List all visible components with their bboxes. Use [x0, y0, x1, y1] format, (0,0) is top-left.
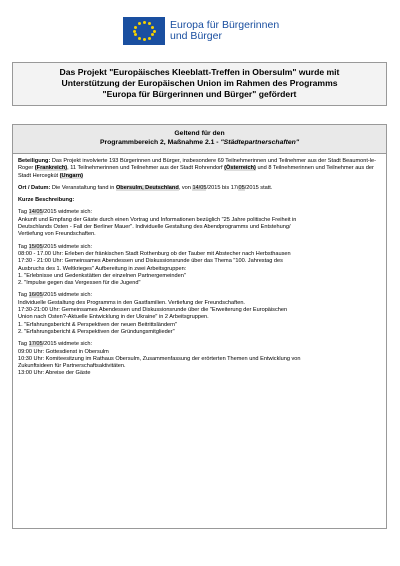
title-line-2: Unterstützung der Europäischen Union im Rahmen des Programms: [61, 78, 338, 88]
location-paragraph: [18, 185, 382, 192]
day-line: 17:30-21:00 Uhr: Gemeinsames Abendessen und Diskussionsrunde über die "Erweiterung der Europäischen: [18, 307, 288, 314]
participation-text-2: , 11 Teilnehmerinnen und Teilnehmer aus der Stadt Rohrendorf: [67, 165, 225, 172]
day-heading: Tag 15/05/2015 widmete sich:: [18, 243, 93, 250]
day-block: [18, 244, 382, 288]
day-line: 10:30 Uhr: Komiteesitzung im Rathaus Obersulm, Zusammenfassung der erörterten Themen und Entwicklung von: [18, 355, 301, 362]
date-to-rest: /2015 statt.: [244, 184, 273, 191]
day-line: 2. "Erfahrungsbericht & Perspektiven der Gründungsmitglieder": [18, 328, 175, 335]
logo-line-1: Europa für Bürgerinnen: [170, 19, 280, 31]
day-heading: Tag 17/05/2015 widmete sich:: [18, 341, 93, 348]
header-program: Programmbereich 2, Maßnahme 2.1 -: [99, 139, 221, 146]
day-block: [18, 341, 382, 377]
day-line: 1. "Erlebnisse und Gedenkstätten der einzelnen Partnergemeinden": [18, 272, 186, 279]
eu-flag-icon: [123, 17, 165, 45]
day-line: 2. "Impulse gegen das Vergessen für die Jugend": [18, 280, 141, 287]
day-line: Ankunft und Empfang der Gäste durch einen Vortrag und Informationen bezüglich "25 Jahre politische Freiheit in: [18, 216, 297, 223]
location-place: Obersulm, Deutschland: [115, 184, 179, 191]
location-text-1: Die Veranstaltung fand in: [50, 184, 116, 191]
title-line-1: Das Projekt "Europäisches Kleeblatt-Treffen in Obersulm" wurde mit: [59, 67, 340, 77]
day-line: 09:00 Uhr: Gottesdienst in Obersulm: [18, 348, 109, 355]
info-box-header: [13, 125, 386, 154]
header-line-1: Geltend für den: [174, 130, 225, 137]
day-heading: Tag 14/05/2015 widmete sich:: [18, 209, 93, 216]
day-line: Zukunftsideen für Partnerschaftsaktivitäten.: [18, 363, 126, 370]
day-line: Union nach Osten?-Aktuelle Entwicklung in der Ukraine" in 2 Arbeitsgruppen.: [18, 314, 209, 321]
header-line-2: [13, 138, 386, 147]
country-hungary: (Ungarn): [59, 172, 83, 179]
day-block: [18, 209, 382, 238]
day-line: Individuelle Gestaltung des Programms in den Gastfamilien. Vertiefung der Freundschaften.: [18, 299, 245, 306]
day-line: Ausbruchs des 1. Weltkrieges" Aufbereitung in zwei Arbeitsgruppen:: [18, 265, 187, 272]
info-content: [13, 154, 386, 378]
info-box: [12, 124, 387, 529]
date-to: 05: [238, 184, 245, 191]
title-line-3: "Europa für Bürgerinnen und Bürger" gefördert: [102, 89, 297, 99]
day-line: 08:00 - 17.00 Uhr: Erleben der fränkischen Stadt Rothenburg ob der Tauber mit Abstecher nach Herbsthausen: [18, 250, 291, 257]
day-block: [18, 292, 382, 336]
logo-text: [170, 20, 279, 42]
country-france: (Frankreich): [34, 165, 68, 172]
date-from-rest: /2015 bis 17/: [206, 184, 239, 191]
country-austria: (Österreich): [224, 165, 256, 172]
location-text-2: , von: [178, 184, 193, 191]
day-line: 17:30 - 21:00 Uhr: Gemeinsames Abendessen und Diskussionsrunde über das Thema "100. Jahrestag des: [18, 258, 283, 265]
participation-text-3: und 8 Teilnehmerinnen und Teilnehmer aus der Stadt Hercegkút: [18, 165, 374, 179]
header-measure: "Städtepartnerschaften": [220, 139, 300, 146]
participation-label: Beteiligung:: [18, 158, 51, 164]
day-line: 13:00 Uhr: Abreise der Gäste: [18, 370, 91, 377]
day-line: 1. "Erfahrungsbericht & Perspektiven der neuen Beitrittsländern": [18, 321, 178, 328]
eu-logo: [123, 17, 279, 45]
participation-text-1: Das Projekt involvierte 193 Bürgerinnen und Bürger, insbesondere 69 Teilnehmerinnen und Teilnehmer aus der Stadt Beaumont-le-Roger: [18, 158, 376, 172]
participation-paragraph: [18, 158, 382, 180]
summary-label: Kurze Beschreibung:: [18, 197, 75, 204]
date-from: 14/05: [192, 184, 207, 191]
day-line: Vertiefung von Freundschaften.: [18, 231, 96, 238]
location-label: Ort / Datum:: [18, 184, 51, 191]
day-heading: Tag 16/05/2015 widmete sich:: [18, 292, 93, 299]
logo-line-2: und Bürger: [170, 30, 222, 42]
day-line: Deutschlands Osten - Fall der Berliner Mauer". Individuelle Gestaltung des Abendprogramms und Entstehung/: [18, 224, 291, 231]
title-box: [12, 62, 387, 106]
